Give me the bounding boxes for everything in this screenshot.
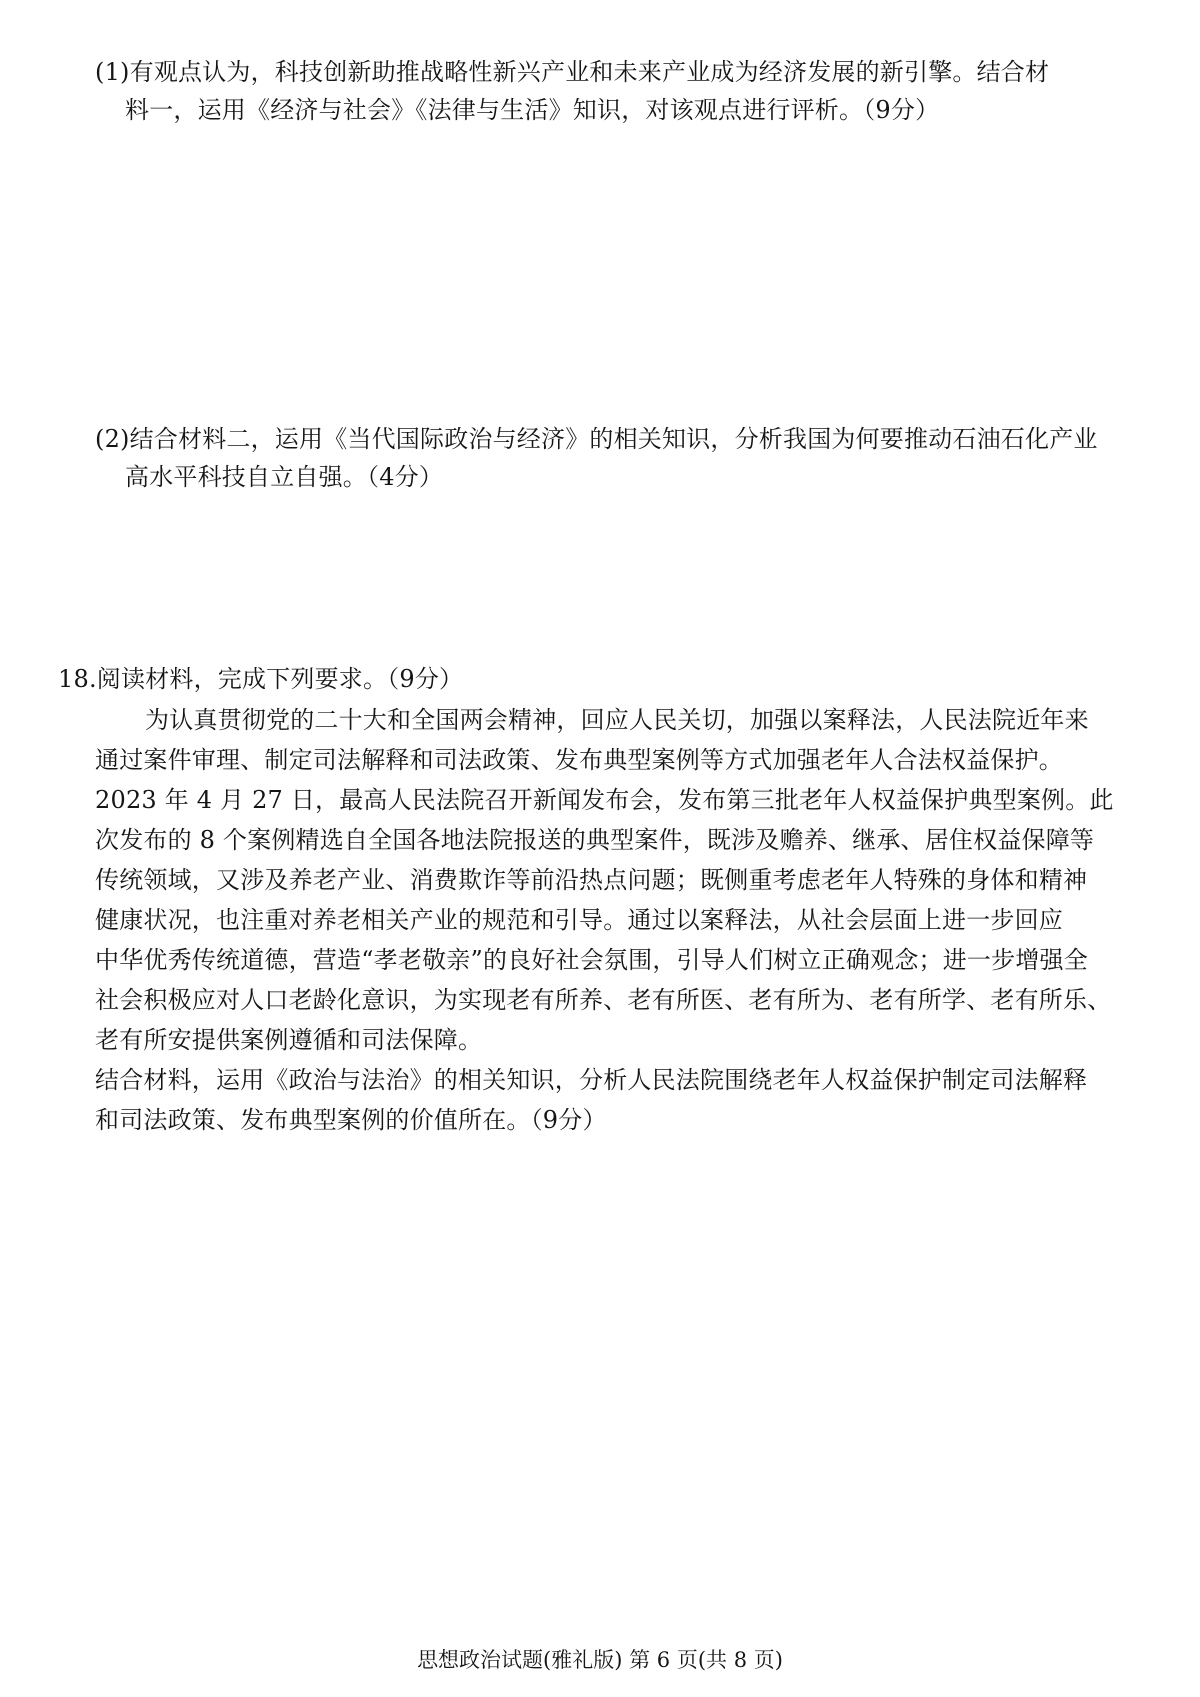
q18-material-line: 健康状况，也注重对养老相关产业的规范和引导。通过以案释法，从社会层面上进一步回应: [95, 906, 1063, 934]
q17-sub1-line1: (1)有观点认为，科技创新助推战略性新兴产业和未来产业成为经济发展的新引擎。结合材: [95, 58, 1050, 86]
q18-material-line: 老有所安提供案例遵循和司法保障。: [95, 1026, 483, 1054]
page-footer: 思想政治试题(雅礼版) 第 6 页(共 8 页): [417, 1648, 783, 1672]
q18-task-line: 结合材料，运用《政治与法治》的相关知识，分析人民法院围绕老年人权益保护制定司法解释: [95, 1066, 1088, 1094]
q18-material-line: 为认真贯彻党的二十大和全国两会精神，回应人民关切，加强以案释法，人民法院近年来: [145, 706, 1089, 734]
q17-sub2-line2: 高水平科技自立自强。（4分）: [125, 463, 444, 491]
q18-material-line: 中华优秀传统道德，营造“孝老敬亲”的良好社会氛围，引导人们树立正确观念；进一步增强全: [95, 946, 1088, 974]
q17-sub2-line1: (2)结合材料二，运用《当代国际政治与经济》的相关知识，分析我国为何要推动石油石化产业: [95, 425, 1098, 453]
q18-heading: 18.阅读材料，完成下列要求。（9分）: [58, 665, 464, 693]
q18-material-line: 社会积极应对人口老龄化意识，为实现老有所养、老有所医、老有所为、老有所学、老有所乐、: [95, 986, 1112, 1014]
q18-material-line: 通过案件审理、制定司法解释和司法政策、发布典型案例等方式加强老年人合法权益保护。: [95, 746, 1063, 774]
q18-task-line: 和司法政策、发布典型案例的价值所在。（9分）: [95, 1106, 607, 1134]
q18-material-line: 2023 年 4 月 27 日，最高人民法院召开新闻发布会，发布第三批老年人权益保护典型案例。此: [95, 786, 1114, 814]
q17-sub1-line2: 料一，运用《经济与社会》《法律与生活》知识，对该观点进行评析。（9分）: [125, 96, 940, 124]
q18-material-line: 传统领域，又涉及养老产业、消费欺诈等前沿热点问题；既侧重考虑老年人特殊的身体和精神: [95, 866, 1088, 894]
q18-material-line: 次发布的 8 个案例精选自全国各地法院报送的典型案件，既涉及赡养、继承、居住权益保障等: [95, 826, 1095, 854]
